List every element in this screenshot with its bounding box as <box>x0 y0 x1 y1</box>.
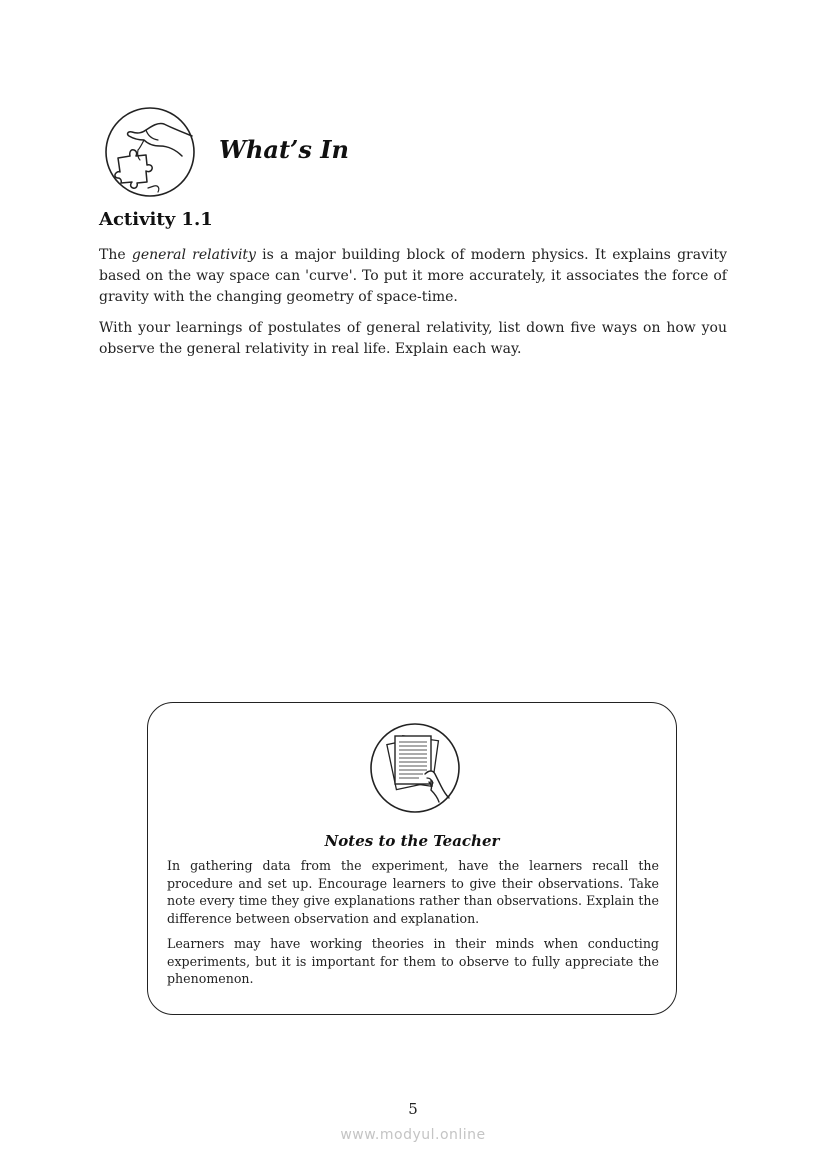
notes-paragraph-1: In gathering data from the experiment, have the learners recall the procedure and set up. Encourage learners to give their observations. Take note every time they give explanations rather than observations. Explain the difference between observation and explanation. <box>167 858 659 926</box>
paragraph-rest: is a major building block of modern physics. It explains gravity based on the way space can 'curve'. To put it more accurately, it associates the force of gravity with the changing geometry of space-time. <box>99 247 727 305</box>
teacher-notes-box <box>147 702 677 1015</box>
notes-title: Notes to the Teacher <box>324 832 500 850</box>
paragraph-lead: The <box>99 247 132 263</box>
activity-paragraph-1 <box>99 245 727 308</box>
notes-paragraph-2: Learners may have working theories in their minds when conducting experiments, but it is important for them to observe to fully appreciate the phenomenon. <box>167 936 659 986</box>
term-general-relativity: general relativity <box>131 247 256 263</box>
section-title: What’s In <box>219 135 349 164</box>
activity-heading: Activity 1.1 <box>99 209 213 230</box>
activity-paragraph-2: With your learnings of postulates of general relativity, list down five ways on how you observe the general relativity in real life. Explain each way. <box>99 320 727 357</box>
papers-in-hand-icon <box>369 722 461 814</box>
puzzle-piece-hand-icon <box>104 106 196 198</box>
page-number: 5 <box>408 1100 418 1118</box>
watermark: www.modyul.online <box>340 1127 486 1143</box>
